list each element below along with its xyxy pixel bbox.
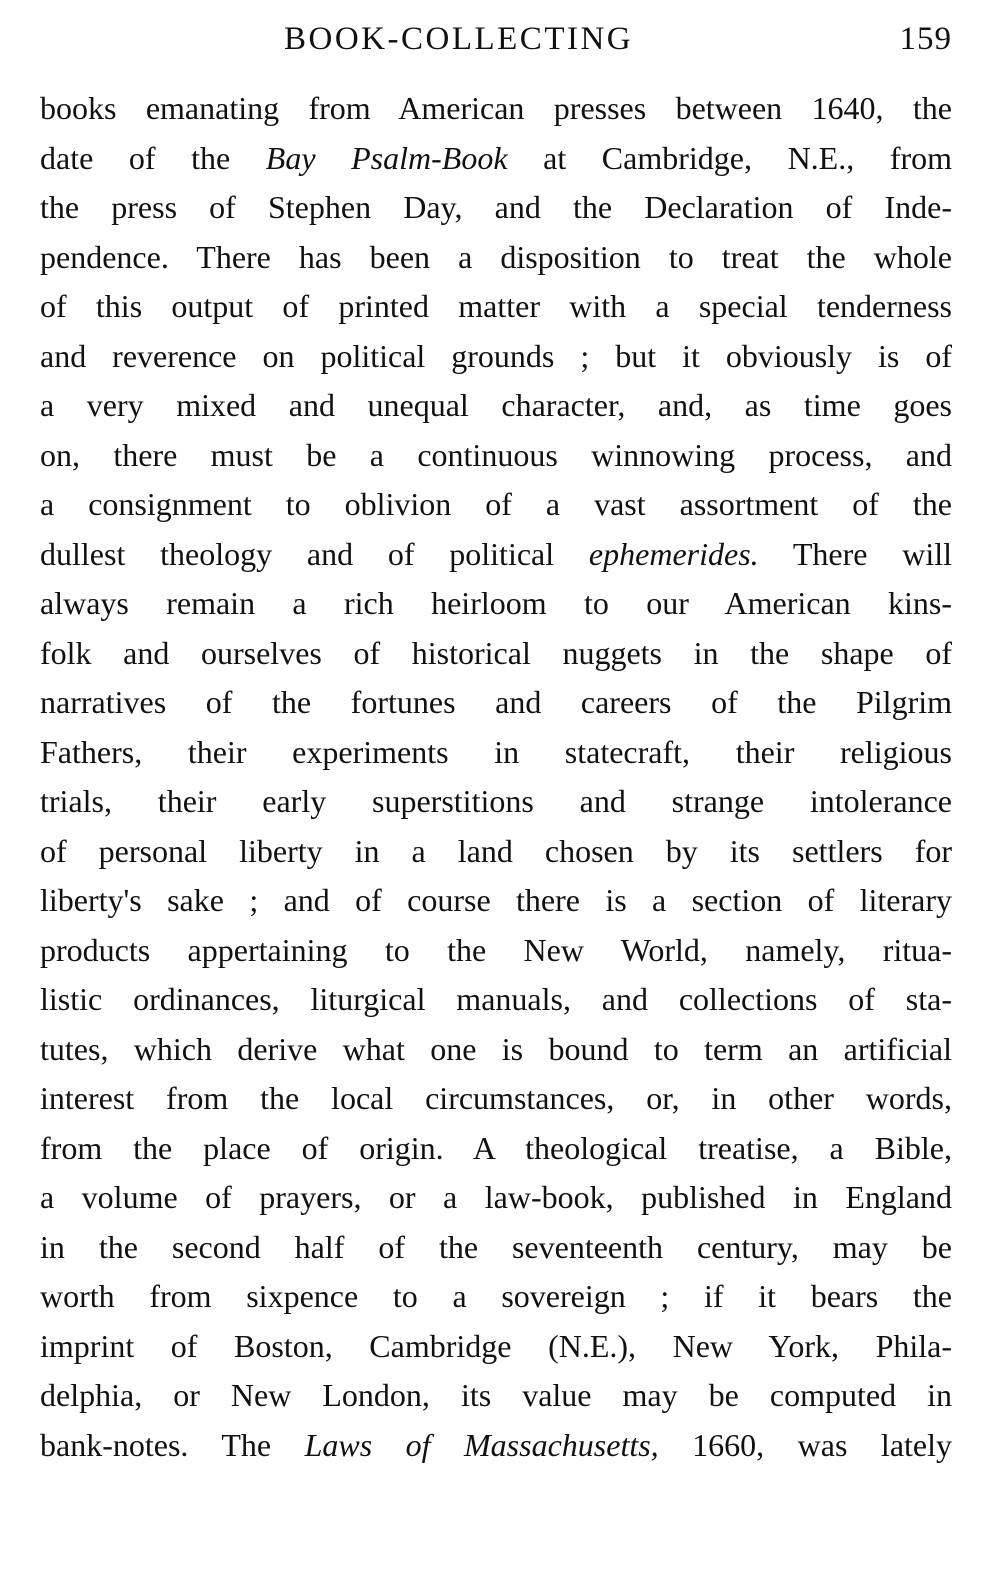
italic-term: ephemerides. bbox=[588, 535, 759, 572]
text-line: delphia, or New London, its value may be computed in bbox=[40, 1377, 952, 1413]
running-head bbox=[40, 14, 952, 64]
body-text bbox=[40, 84, 952, 1470]
text-line: of this output of printed matter with a special tenderness bbox=[40, 288, 952, 324]
text-line: a consignment to oblivion of a vast assortment of the bbox=[40, 486, 952, 522]
text-run: date of the bbox=[40, 139, 266, 176]
text-line: in the second half of the seventeenth century, may be bbox=[40, 1228, 952, 1265]
book-title-italic: Bay Psalm-Book bbox=[265, 139, 508, 176]
text-line: pendence. There has been a disposition to treat the whole bbox=[40, 238, 952, 275]
text-line bbox=[40, 134, 952, 184]
text-line: liberty's sake ; and of course there is a section of literary bbox=[40, 882, 952, 918]
text-line bbox=[40, 1421, 952, 1471]
text-line: interest from the local circumstances, or, in other words, bbox=[40, 1080, 952, 1116]
text-run: There will bbox=[758, 535, 952, 572]
text-run: at Cambridge, N.E., from bbox=[507, 139, 952, 176]
text-line: folk and ourselves of historical nuggets in the shape of bbox=[40, 634, 952, 671]
text-line: tutes, which derive what one is bound to term an artificial bbox=[40, 1030, 952, 1067]
text-line: worth from sixpence to a sovereign ; if it bears the bbox=[40, 1278, 952, 1314]
running-title: BOOK-COLLECTING bbox=[284, 21, 634, 57]
text-line: always remain a rich heirloom to our American kins- bbox=[40, 585, 952, 621]
text-line bbox=[40, 530, 952, 580]
text-run: dullest theology and of political bbox=[40, 535, 589, 572]
text-line: on, there must be a continuous winnowing process, and bbox=[40, 436, 952, 473]
book-title-italic: Laws of Massachusetts, bbox=[304, 1426, 659, 1463]
text-run: 1660, was lately bbox=[658, 1426, 952, 1463]
text-line: imprint of Boston, Cambridge (N.E.), New York, Phila- bbox=[40, 1327, 952, 1364]
text-line: products appertaining to the New World, namely, ritua- bbox=[40, 931, 952, 968]
text-line: listic ordinances, liturgical manuals, and collections of sta- bbox=[40, 981, 952, 1017]
text-line: from the place of origin. A theological treatise, a Bible, bbox=[40, 1129, 952, 1166]
text-line: and reverence on political grounds ; but it obviously is of bbox=[40, 337, 952, 374]
text-line: a very mixed and unequal character, and, as time goes bbox=[40, 387, 952, 423]
text-run: bank-notes. The bbox=[40, 1426, 305, 1463]
text-line: the press of Stephen Day, and the Declaration of Inde- bbox=[40, 189, 952, 225]
text-line: of personal liberty in a land chosen by its settlers for bbox=[40, 832, 952, 869]
text-line: narratives of the fortunes and careers of the Pilgrim bbox=[40, 684, 952, 720]
page-number: 159 bbox=[899, 21, 952, 57]
text-line: Fathers, their experiments in statecraft, their religious bbox=[40, 733, 952, 770]
text-line: trials, their early superstitions and strange intolerance bbox=[40, 783, 952, 819]
text-line: a volume of prayers, or a law-book, published in England bbox=[40, 1179, 952, 1215]
text-line: books emanating from American presses between 1640, the bbox=[40, 90, 952, 126]
